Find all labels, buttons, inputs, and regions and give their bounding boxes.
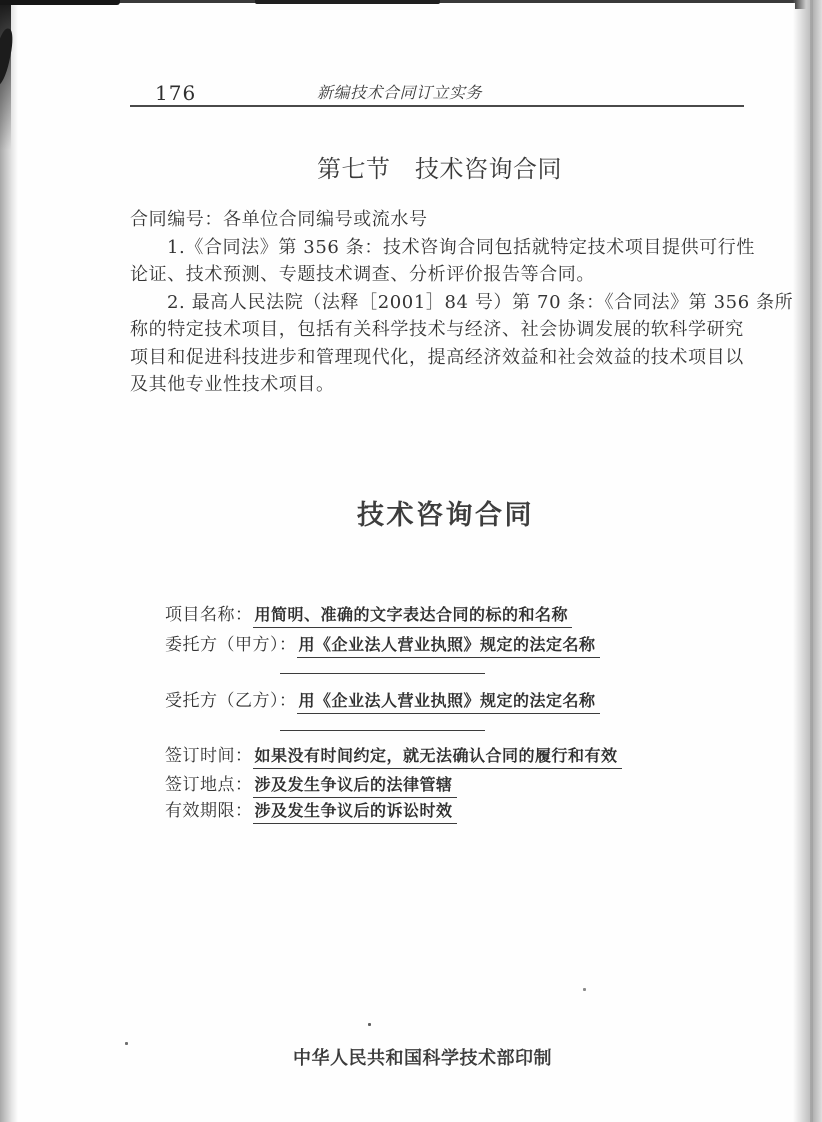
- intro-paragraph-line: 2. 最高人民法院（法释［2001］84 号）第 70 条：《合同法》第 356 条所: [167, 291, 794, 313]
- field-row-trustee-party-b: [165, 686, 600, 711]
- field-row-validity-period: [165, 796, 457, 821]
- scan-edge-top-segment: [0, 0, 120, 5]
- section-heading: 第七节 技术咨询合同: [317, 155, 562, 183]
- running-header: 新编技术合同订立实务: [317, 83, 483, 102]
- intro-paragraph-line: 称的特定技术项目，包括有关科学技术与经济、社会协调发展的软科学研究: [130, 319, 744, 340]
- field-label: 有效期限：: [165, 801, 253, 821]
- scan-edge-left: [0, 0, 18, 1122]
- field-value: 涉及发生争议后的诉讼时效: [253, 801, 457, 824]
- contract-title: 技术咨询合同: [357, 500, 534, 531]
- contract-number-line: 合同编号：各单位合同编号或流水号: [130, 209, 428, 230]
- ink-speck: [125, 1042, 128, 1045]
- field-value: 用简明、准确的文字表达合同的标的和名称: [253, 605, 573, 628]
- field-value: 用《企业法人营业执照》规定的法定名称: [297, 635, 600, 658]
- intro-paragraph-line: 项目和促进科技进步和管理现代化，提高经济效益和社会效益的技术项目以: [130, 346, 744, 368]
- ink-speck: [368, 1023, 371, 1026]
- intro-paragraphs: [130, 206, 794, 399]
- header-rule: [130, 105, 744, 107]
- field-label: 受托方（乙方）：: [165, 691, 297, 711]
- field-label: 委托方（甲方）：: [165, 635, 297, 655]
- field-row-signing-place: [165, 770, 457, 795]
- footer-imprint: 中华人民共和国科学技术部印制: [293, 1048, 552, 1069]
- scan-edge-top-segment: [255, 0, 440, 4]
- field-label: 签订时间：: [165, 746, 253, 766]
- scan-edge-right: [793, 0, 822, 1122]
- field-value: 如果没有时间约定，就无法确认合同的履行和有效: [253, 746, 622, 769]
- field-label: 签订地点：: [165, 775, 253, 795]
- field-value: 涉及发生争议后的法律管辖: [253, 775, 457, 798]
- field-value: 用《企业法人营业执照》规定的法定名称: [297, 691, 600, 714]
- blank-continuation-line: [280, 673, 485, 674]
- intro-paragraph-line: 及其他专业性技术项目。: [130, 374, 335, 395]
- field-row-client-party-a: [165, 630, 600, 655]
- field-label: 项目名称：: [165, 605, 253, 625]
- intro-paragraph-line: 1.《合同法》第 356 条：技术咨询合同包括就特定技术项目提供可行性: [167, 236, 755, 258]
- intro-paragraph-line: 论证、技术预测、专题技术调查、分析评价报告等合同。: [130, 264, 595, 285]
- page-number: 176: [155, 81, 197, 105]
- field-row-signing-time: [165, 741, 622, 766]
- blank-continuation-line: [280, 730, 485, 731]
- ink-speck: [583, 988, 586, 991]
- scan-edge-right-line: [810, 0, 813, 1122]
- field-row-project-name: [165, 600, 572, 625]
